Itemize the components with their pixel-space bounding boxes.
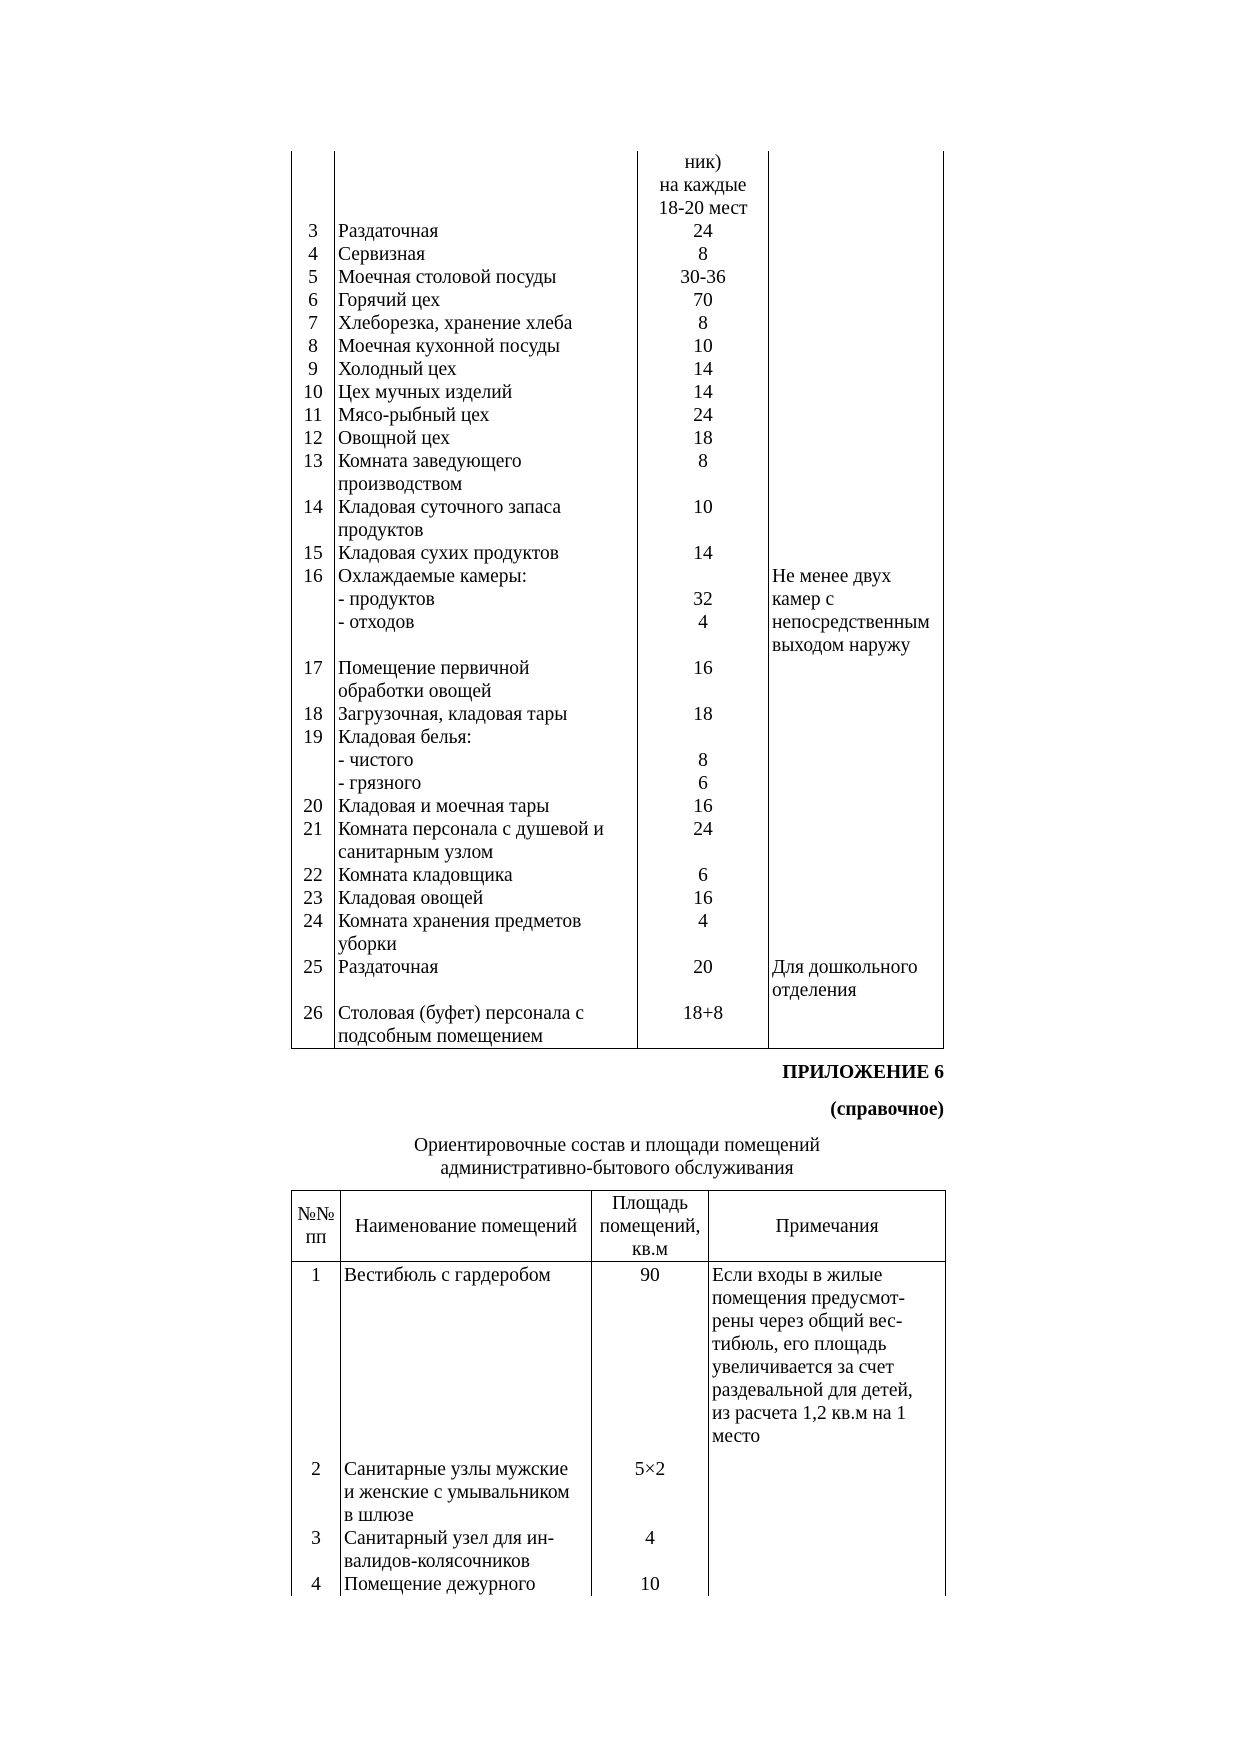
table-row <box>292 1527 946 1573</box>
room-name: Комната персонала с душевой и санитарным узлом <box>335 818 638 864</box>
room-area: 14 <box>638 381 769 404</box>
room-note <box>769 427 944 450</box>
room-area: 24 <box>638 220 769 243</box>
room-note <box>769 151 944 220</box>
room-name: Охлаждаемые камеры: - продуктов - отходов <box>335 565 638 657</box>
row-number: 22 <box>292 864 335 887</box>
room-name: Моечная кухонной посуды <box>335 335 638 358</box>
admin-premises-table-body <box>292 1262 946 1597</box>
row-number: 19 <box>292 726 335 795</box>
room-area: 18+8 <box>638 1002 769 1049</box>
room-name: Сервизная <box>335 243 638 266</box>
room-note <box>769 795 944 818</box>
room-note <box>769 289 944 312</box>
appendix-type: (справочное) <box>830 1099 944 1120</box>
row-number: 3 <box>292 220 335 243</box>
room-note: Если входы в жилые помещения предусмот- рены через общий вес- тибюль, его площадь увеличивается за счет раздевальной для детей, из расчета 1,2 кв.м на 1 место <box>709 1262 946 1449</box>
room-area: 14 <box>638 358 769 381</box>
admin-premises-table <box>291 1190 946 1596</box>
room-note <box>769 910 944 956</box>
room-note <box>769 404 944 427</box>
room-area: 10 <box>638 496 769 542</box>
room-name: Помещение первичной обработки овощей <box>335 657 638 703</box>
table-row <box>292 427 944 450</box>
row-number: 21 <box>292 818 335 864</box>
room-note <box>769 657 944 703</box>
row-number: 24 <box>292 910 335 956</box>
table-row <box>292 795 944 818</box>
table-row <box>292 266 944 289</box>
room-area: 4 <box>638 910 769 956</box>
room-name: Помещение дежурного <box>341 1573 592 1596</box>
header-text: №№ пп <box>297 1204 335 1248</box>
room-note <box>769 266 944 289</box>
room-name: Раздаточная <box>335 220 638 243</box>
room-note <box>769 335 944 358</box>
row-number: 12 <box>292 427 335 450</box>
row-number: 20 <box>292 795 335 818</box>
room-name: Комната кладовщика <box>335 864 638 887</box>
table-row <box>292 496 944 542</box>
row-number: 15 <box>292 542 335 565</box>
room-area: 20 <box>638 956 769 1002</box>
header-text: Площадь помещений, кв.м <box>599 1192 701 1260</box>
room-area: 5×2 <box>592 1448 709 1527</box>
room-name: Цех мучных изделий <box>335 381 638 404</box>
room-name: Горячий цех <box>335 289 638 312</box>
room-note <box>769 312 944 335</box>
room-name: Вестибюль с гардеробом <box>341 1262 592 1449</box>
room-note <box>769 243 944 266</box>
room-name: Загрузочная, кладовая тары <box>335 703 638 726</box>
appendix-title-line-2: административно-бытового обслуживания <box>440 1158 794 1179</box>
room-note: Для дошкольного отделения <box>769 956 944 1002</box>
table-row <box>292 542 944 565</box>
table-row <box>292 818 944 864</box>
table-row <box>292 887 944 910</box>
table-row <box>292 243 944 266</box>
room-area: 8 <box>638 243 769 266</box>
room-area: 8 <box>638 450 769 496</box>
table-row <box>292 657 944 703</box>
room-name: Кладовая суточного запаса продуктов <box>335 496 638 542</box>
row-number: 4 <box>292 1573 341 1596</box>
row-number: 2 <box>292 1448 341 1527</box>
room-name: Кладовая овощей <box>335 887 638 910</box>
table-row <box>292 404 944 427</box>
room-note <box>709 1448 946 1527</box>
table-row <box>292 565 944 657</box>
table-row <box>292 910 944 956</box>
premises-table-continuation <box>291 151 944 1049</box>
header-note <box>709 1191 946 1262</box>
header-name <box>341 1191 592 1262</box>
room-note: Не менее двух камер с непосредственным выходом наружу <box>769 565 944 657</box>
room-area: 8 <box>638 312 769 335</box>
row-number: 3 <box>292 1527 341 1573</box>
room-name: Овощной цех <box>335 427 638 450</box>
room-note <box>769 818 944 864</box>
room-note <box>709 1527 946 1573</box>
room-area: 18 <box>638 703 769 726</box>
room-note <box>769 887 944 910</box>
room-note <box>769 726 944 795</box>
room-area: 24 <box>638 404 769 427</box>
appendix-label: ПРИЛОЖЕНИЕ 6 <box>782 1062 944 1083</box>
row-number: 26 <box>292 1002 335 1049</box>
room-note <box>769 703 944 726</box>
header-text: Примечания <box>775 1215 879 1237</box>
table-row <box>292 864 944 887</box>
room-area: 10 <box>592 1573 709 1596</box>
table-row <box>292 1002 944 1049</box>
room-area: 24 <box>638 818 769 864</box>
row-number: 9 <box>292 358 335 381</box>
row-number: 6 <box>292 289 335 312</box>
room-note <box>709 1573 946 1596</box>
room-name: Хлеборезка, хранение хлеба <box>335 312 638 335</box>
table-row <box>292 151 944 220</box>
room-name: Санитарные узлы мужские и женские с умывальником в шлюзе <box>341 1448 592 1527</box>
room-area: 70 <box>638 289 769 312</box>
appendix-title <box>291 1134 943 1180</box>
room-area: 16 <box>638 795 769 818</box>
row-number: 5 <box>292 266 335 289</box>
table-row <box>292 703 944 726</box>
table-row <box>292 220 944 243</box>
room-name: Кладовая и моечная тары <box>335 795 638 818</box>
room-area: 30-36 <box>638 266 769 289</box>
row-number: 1 <box>292 1262 341 1449</box>
room-note <box>769 220 944 243</box>
table-row <box>292 335 944 358</box>
room-area: 8 6 <box>638 726 769 795</box>
room-name: Моечная столовой посуды <box>335 266 638 289</box>
room-note <box>769 358 944 381</box>
room-area: 32 4 <box>638 565 769 657</box>
row-number: 16 <box>292 565 335 657</box>
table-row <box>292 1448 946 1527</box>
row-number: 11 <box>292 404 335 427</box>
room-name: Кладовая белья: - чистого - грязного <box>335 726 638 795</box>
header-area <box>592 1191 709 1262</box>
room-note <box>769 450 944 496</box>
room-name: Комната хранения предметов уборки <box>335 910 638 956</box>
room-area: 10 <box>638 335 769 358</box>
room-note <box>769 864 944 887</box>
room-name: Раздаточная <box>335 956 638 1002</box>
room-area: 4 <box>592 1527 709 1573</box>
row-number: 23 <box>292 887 335 910</box>
room-note <box>769 381 944 404</box>
room-name: Столовая (буфет) персонала с подсобным помещением <box>335 1002 638 1049</box>
row-number: 25 <box>292 956 335 1002</box>
row-number <box>292 151 335 220</box>
table-row <box>292 1262 946 1449</box>
table-row <box>292 381 944 404</box>
row-number: 7 <box>292 312 335 335</box>
table-row <box>292 289 944 312</box>
room-note <box>769 1002 944 1049</box>
row-number: 14 <box>292 496 335 542</box>
table-header-row <box>292 1191 946 1262</box>
table-row <box>292 726 944 795</box>
row-number: 18 <box>292 703 335 726</box>
row-number: 4 <box>292 243 335 266</box>
table-row <box>292 312 944 335</box>
room-name: Санитарный узел для ин- валидов-колясочников <box>341 1527 592 1573</box>
room-name <box>335 151 638 220</box>
table-row <box>292 358 944 381</box>
room-name: Мясо-рыбный цех <box>335 404 638 427</box>
room-name: Кладовая сухих продуктов <box>335 542 638 565</box>
row-number: 8 <box>292 335 335 358</box>
room-area: 90 <box>592 1262 709 1449</box>
premises-table-body <box>292 151 944 1049</box>
header-text: Наименование помещений <box>354 1215 578 1237</box>
room-area: 16 <box>638 657 769 703</box>
table-row <box>292 1573 946 1596</box>
room-area: 6 <box>638 864 769 887</box>
room-note <box>769 496 944 542</box>
room-area: 16 <box>638 887 769 910</box>
room-area: 18 <box>638 427 769 450</box>
row-number: 10 <box>292 381 335 404</box>
room-name: Холодный цех <box>335 358 638 381</box>
row-number: 17 <box>292 657 335 703</box>
table-row <box>292 956 944 1002</box>
header-num <box>292 1191 341 1262</box>
table-row <box>292 450 944 496</box>
row-number: 13 <box>292 450 335 496</box>
appendix-title-line-1: Ориентировочные состав и площади помещений <box>414 1135 820 1156</box>
room-area: 14 <box>638 542 769 565</box>
room-name: Комната заведующего производством <box>335 450 638 496</box>
room-area: ник) на каждые 18-20 мест <box>638 151 769 220</box>
room-note <box>769 542 944 565</box>
